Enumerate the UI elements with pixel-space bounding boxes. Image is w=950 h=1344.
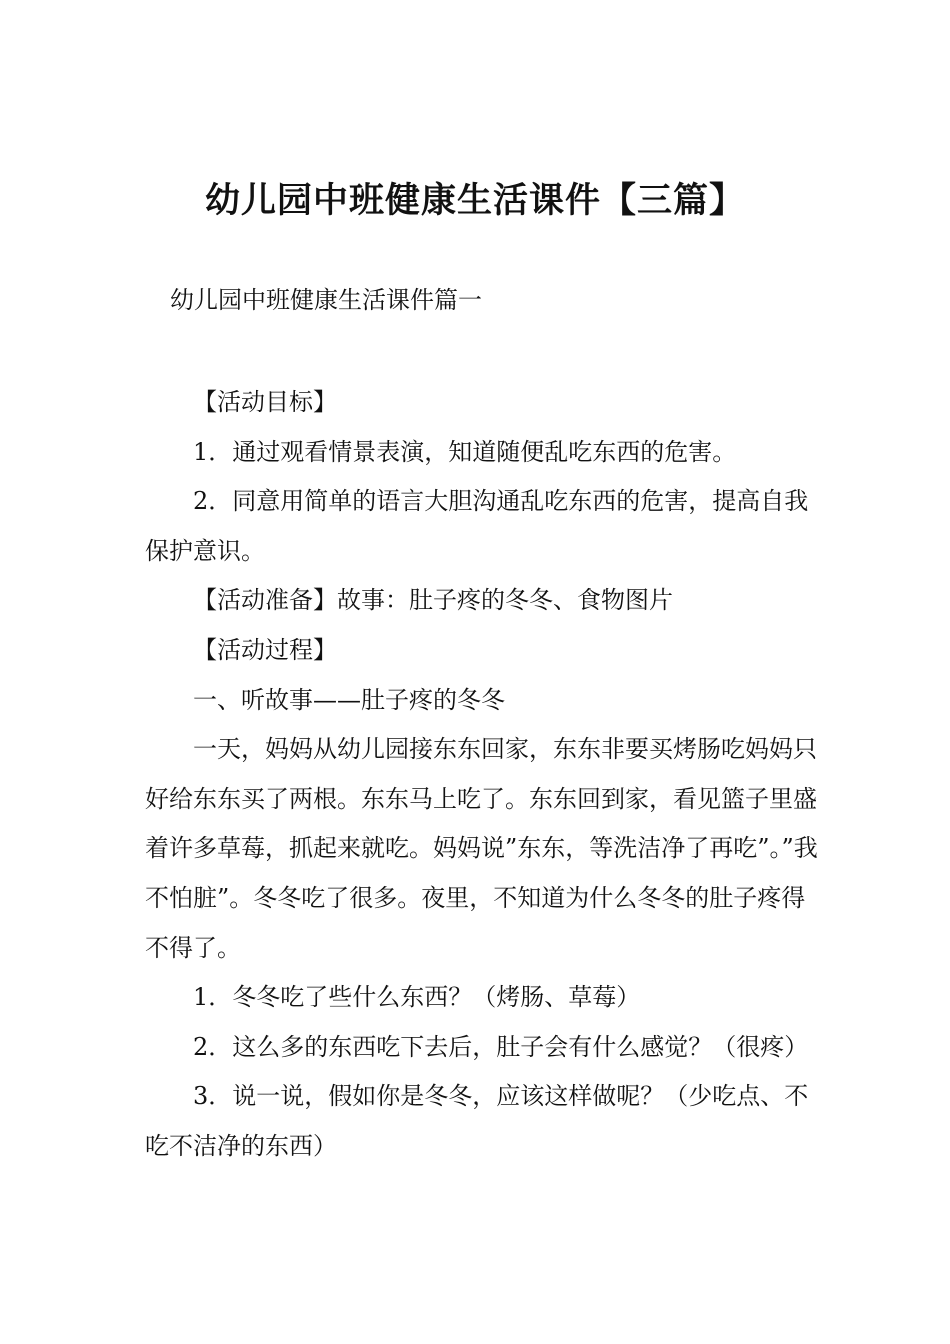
paragraph-goal-heading: 【活动目标】 <box>193 388 337 416</box>
paragraph-story-heading: 一、听故事——肚子疼的冬冬 <box>193 685 505 714</box>
paragraph-question-1: 1．冬冬吃了些什么东西？（烤肠、草莓） <box>193 983 641 1012</box>
paragraph-goal-1: 1．通过观看情景表演，知道随便乱吃东西的危害。 <box>193 437 737 466</box>
section-heading: 幼儿园中班健康生活课件篇一 <box>170 286 482 314</box>
paragraph-question-3: 3．说一说，假如你是冬冬，应该这样做呢？（少吃点、不吃不洁净的东西） <box>145 1082 809 1160</box>
paragraph-story: 一天，妈妈从幼儿园接东东回家，东东非要买烤肠吃妈妈只好给东东买了两根。东东马上吃了。东东回到家，看见篮子里盛着许多草莓，抓起来就吃。妈妈说”东东，等洗洁净了再吃”。”我不怕脏”。冬冬吃了很多。夜里，不知道为什么冬冬的肚子疼得不得了。 <box>145 735 818 962</box>
document-body <box>145 378 825 1172</box>
paragraph-question-2: 2．这么多的东西吃下去后，肚子会有什么感觉？（很疼） <box>193 1032 809 1061</box>
page-title: 幼儿园中班健康生活课件【三篇】 <box>204 181 745 221</box>
paragraph-goal-2: 2．同意用简单的语言大胆沟通乱吃东西的危害，提高自我保护意识。 <box>145 487 809 565</box>
paragraph-process-heading: 【活动过程】 <box>193 635 337 664</box>
paragraph-preparation: 【活动准备】故事：肚子疼的冬冬、食物图片 <box>193 586 673 615</box>
